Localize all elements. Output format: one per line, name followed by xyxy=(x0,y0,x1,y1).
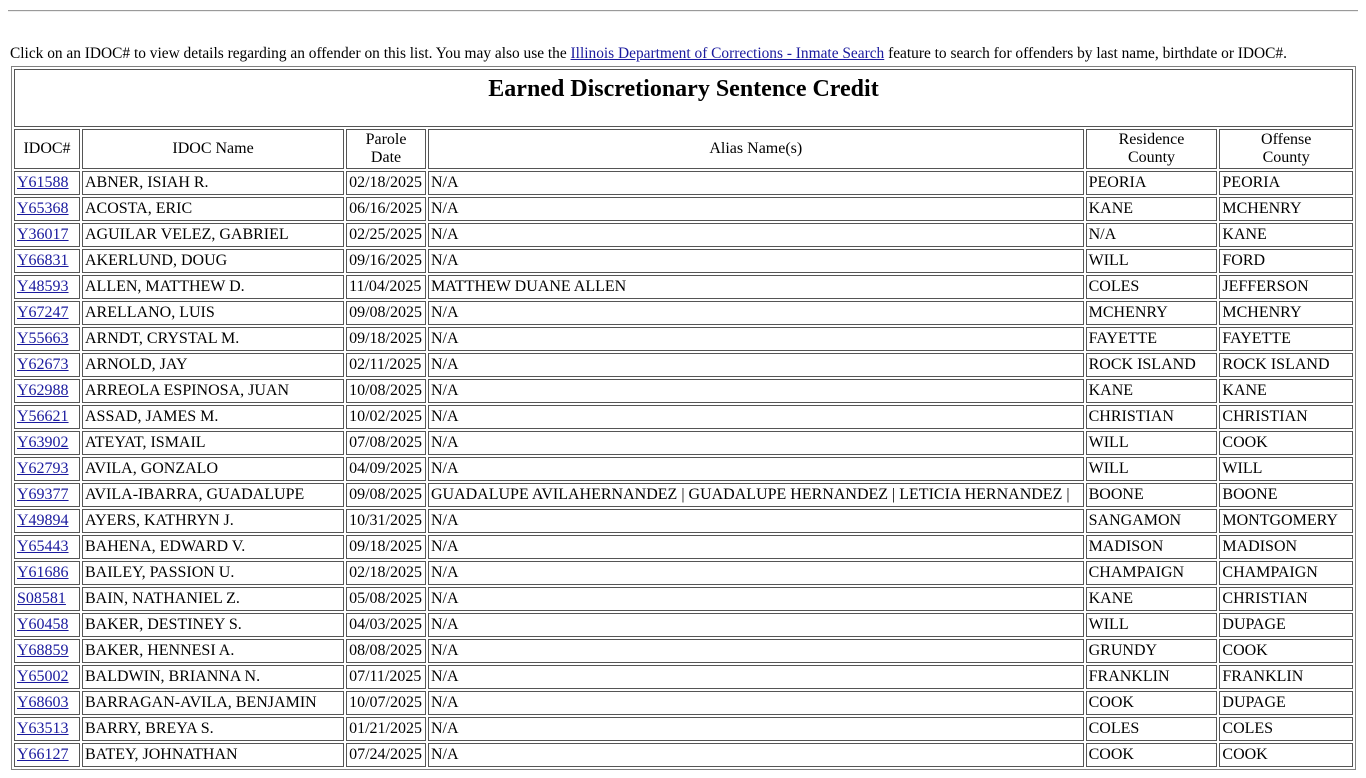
parole-date-cell: 02/25/2025 xyxy=(346,223,426,247)
idoc-cell xyxy=(14,405,80,429)
residence-county-cell: COLES xyxy=(1086,275,1218,299)
idoc-name-cell: BARRAGAN-AVILA, BENJAMIN xyxy=(82,691,344,715)
idoc-link[interactable]: Y49894 xyxy=(17,512,69,529)
inmate-search-link[interactable]: Illinois Department of Corrections - Inmate Search xyxy=(570,45,885,63)
header-offense-line2: County xyxy=(1262,149,1310,166)
idoc-cell xyxy=(14,561,80,585)
alias-names-cell: N/A xyxy=(428,665,1084,689)
header-row xyxy=(14,129,1353,169)
idoc-name-cell: ABNER, ISIAH R. xyxy=(82,171,344,195)
idoc-name-cell: ATEYAT, ISMAIL xyxy=(82,431,344,455)
idoc-cell xyxy=(14,301,80,325)
idoc-name-cell: BAKER, DESTINEY S. xyxy=(82,613,344,637)
alias-names-cell: MATTHEW DUANE ALLEN xyxy=(428,275,1084,299)
table-row xyxy=(14,717,1353,741)
parole-date-cell: 10/07/2025 xyxy=(346,691,426,715)
idoc-link[interactable]: Y69377 xyxy=(17,486,69,503)
offense-county-cell: MCHENRY xyxy=(1219,197,1353,221)
residence-county-cell: BOONE xyxy=(1086,483,1218,507)
idoc-name-cell: ALLEN, MATTHEW D. xyxy=(82,275,344,299)
table-title-cell xyxy=(14,69,1353,127)
table-row xyxy=(14,535,1353,559)
table-row xyxy=(14,197,1353,221)
residence-county-cell: KANE xyxy=(1086,379,1218,403)
header-parole-line2: Date xyxy=(370,149,402,166)
idoc-cell xyxy=(14,353,80,377)
idoc-cell xyxy=(14,483,80,507)
table-row xyxy=(14,639,1353,663)
table-title: Earned Discretionary Sentence Credit xyxy=(488,76,879,102)
table-row xyxy=(14,483,1353,507)
idoc-cell xyxy=(14,223,80,247)
residence-county-cell: PEORIA xyxy=(1086,171,1218,195)
residence-county-cell: COOK xyxy=(1086,743,1218,767)
offense-county-cell: CHAMPAIGN xyxy=(1219,561,1353,585)
idoc-link[interactable]: Y56621 xyxy=(17,408,69,425)
offense-county-cell: FRANKLIN xyxy=(1219,665,1353,689)
offense-county-cell: FORD xyxy=(1219,249,1353,273)
offense-county-cell: WILL xyxy=(1219,457,1353,481)
header-offense-county xyxy=(1219,129,1353,169)
offense-county-cell: PEORIA xyxy=(1219,171,1353,195)
idoc-name-cell: BATEY, JOHNATHAN xyxy=(82,743,344,767)
idoc-cell xyxy=(14,249,80,273)
intro-text-after: feature to search for offenders by last name, birthdate or IDOC#. xyxy=(884,45,1287,63)
alias-names-cell: N/A xyxy=(428,301,1084,325)
offense-county-cell: JEFFERSON xyxy=(1219,275,1353,299)
table-row xyxy=(14,405,1353,429)
idoc-link[interactable]: Y62988 xyxy=(17,382,69,399)
idoc-cell xyxy=(14,587,80,611)
idoc-link[interactable]: Y66831 xyxy=(17,252,69,269)
idoc-cell xyxy=(14,743,80,767)
header-parole-date xyxy=(346,129,426,169)
residence-county-cell: MADISON xyxy=(1086,535,1218,559)
idoc-cell xyxy=(14,639,80,663)
table-row xyxy=(14,561,1353,585)
idoc-name-cell: BALDWIN, BRIANNA N. xyxy=(82,665,344,689)
idoc-name-cell: AGUILAR VELEZ, GABRIEL xyxy=(82,223,344,247)
alias-names-cell: N/A xyxy=(428,197,1084,221)
parole-date-cell: 01/21/2025 xyxy=(346,717,426,741)
header-alias-names: Alias Name(s) xyxy=(428,129,1084,169)
idoc-link[interactable]: Y65002 xyxy=(17,668,69,685)
idoc-link[interactable]: Y65443 xyxy=(17,538,69,555)
idoc-cell xyxy=(14,613,80,637)
table-row xyxy=(14,353,1353,377)
alias-names-cell: N/A xyxy=(428,353,1084,377)
table-row xyxy=(14,327,1353,351)
idoc-link[interactable]: Y67247 xyxy=(17,304,69,321)
table-row xyxy=(14,665,1353,689)
residence-county-cell: WILL xyxy=(1086,457,1218,481)
table-row xyxy=(14,301,1353,325)
header-residence-line1: Residence xyxy=(1118,131,1185,148)
offense-county-cell: COLES xyxy=(1219,717,1353,741)
idoc-link[interactable]: Y68859 xyxy=(17,642,69,659)
idoc-cell xyxy=(14,379,80,403)
idoc-cell xyxy=(14,665,80,689)
offender-table xyxy=(11,66,1356,770)
parole-date-cell: 10/08/2025 xyxy=(346,379,426,403)
residence-county-cell: MCHENRY xyxy=(1086,301,1218,325)
idoc-name-cell: AYERS, KATHRYN J. xyxy=(82,509,344,533)
parole-date-cell: 09/18/2025 xyxy=(346,327,426,351)
alias-names-cell: N/A xyxy=(428,717,1084,741)
idoc-link[interactable]: Y61686 xyxy=(17,564,69,581)
idoc-name-cell: ASSAD, JAMES M. xyxy=(82,405,344,429)
idoc-link[interactable]: Y48593 xyxy=(17,278,69,295)
table-row xyxy=(14,613,1353,637)
idoc-link[interactable]: Y61588 xyxy=(17,174,69,191)
idoc-cell xyxy=(14,431,80,455)
alias-names-cell: N/A xyxy=(428,405,1084,429)
residence-county-cell: FAYETTE xyxy=(1086,327,1218,351)
idoc-cell xyxy=(14,327,80,351)
idoc-link[interactable]: Y68603 xyxy=(17,694,69,711)
idoc-cell xyxy=(14,197,80,221)
idoc-link[interactable]: Y62793 xyxy=(17,460,69,477)
offense-county-cell: BOONE xyxy=(1219,483,1353,507)
idoc-name-cell: ACOSTA, ERIC xyxy=(82,197,344,221)
idoc-name-cell: ARNOLD, JAY xyxy=(82,353,344,377)
alias-names-cell: N/A xyxy=(428,327,1084,351)
alias-names-cell: N/A xyxy=(428,743,1084,767)
alias-names-cell: N/A xyxy=(428,223,1084,247)
idoc-cell xyxy=(14,171,80,195)
table-row xyxy=(14,509,1353,533)
offense-county-cell: DUPAGE xyxy=(1219,691,1353,715)
parole-date-cell: 11/04/2025 xyxy=(346,275,426,299)
parole-date-cell: 04/09/2025 xyxy=(346,457,426,481)
offense-county-cell: FAYETTE xyxy=(1219,327,1353,351)
parole-date-cell: 09/08/2025 xyxy=(346,483,426,507)
parole-date-cell: 08/08/2025 xyxy=(346,639,426,663)
table-row xyxy=(14,275,1353,299)
parole-date-cell: 07/08/2025 xyxy=(346,431,426,455)
parole-date-cell: 07/11/2025 xyxy=(346,665,426,689)
table-row xyxy=(14,379,1353,403)
alias-names-cell: N/A xyxy=(428,431,1084,455)
residence-county-cell: WILL xyxy=(1086,613,1218,637)
alias-names-cell: N/A xyxy=(428,535,1084,559)
idoc-name-cell: BAKER, HENNESI A. xyxy=(82,639,344,663)
offense-county-cell: MADISON xyxy=(1219,535,1353,559)
table-row xyxy=(14,587,1353,611)
header-residence-county xyxy=(1086,129,1218,169)
intro-text-before: Click on an IDOC# to view details regarding an offender on this list. You may also use the xyxy=(10,45,571,63)
alias-names-cell: N/A xyxy=(428,587,1084,611)
idoc-link[interactable]: Y63902 xyxy=(17,434,69,451)
idoc-link[interactable]: Y36017 xyxy=(17,226,69,243)
idoc-link[interactable]: Y55663 xyxy=(17,330,69,347)
idoc-name-cell: BAILEY, PASSION U. xyxy=(82,561,344,585)
header-idoc-name: IDOC Name xyxy=(82,129,344,169)
idoc-cell xyxy=(14,717,80,741)
idoc-name-cell: BAIN, NATHANIEL Z. xyxy=(82,587,344,611)
idoc-cell xyxy=(14,691,80,715)
idoc-name-cell: ARREOLA ESPINOSA, JUAN xyxy=(82,379,344,403)
parole-date-cell: 04/03/2025 xyxy=(346,613,426,637)
alias-names-cell: N/A xyxy=(428,457,1084,481)
header-parole-line1: Parole xyxy=(365,131,407,148)
offense-county-cell: MONTGOMERY xyxy=(1219,509,1353,533)
residence-county-cell: SANGAMON xyxy=(1086,509,1218,533)
table-row xyxy=(14,249,1353,273)
parole-date-cell: 05/08/2025 xyxy=(346,587,426,611)
table-row xyxy=(14,223,1353,247)
alias-names-cell: N/A xyxy=(428,171,1084,195)
idoc-name-cell: BAHENA, EDWARD V. xyxy=(82,535,344,559)
residence-county-cell: WILL xyxy=(1086,249,1218,273)
offense-county-cell: KANE xyxy=(1219,379,1353,403)
offense-county-cell: KANE xyxy=(1219,223,1353,247)
header-offense-line1: Offense xyxy=(1261,131,1312,148)
idoc-link[interactable]: Y62673 xyxy=(17,356,69,373)
residence-county-cell: KANE xyxy=(1086,197,1218,221)
parole-date-cell: 02/18/2025 xyxy=(346,561,426,585)
residence-county-cell: COLES xyxy=(1086,717,1218,741)
offense-county-cell: COOK xyxy=(1219,639,1353,663)
alias-names-cell: N/A xyxy=(428,639,1084,663)
residence-county-cell: FRANKLIN xyxy=(1086,665,1218,689)
horizontal-rule xyxy=(8,10,1358,12)
parole-date-cell: 10/02/2025 xyxy=(346,405,426,429)
parole-date-cell: 02/11/2025 xyxy=(346,353,426,377)
idoc-name-cell: AVILA-IBARRA, GUADALUPE xyxy=(82,483,344,507)
idoc-link[interactable]: Y63513 xyxy=(17,720,69,737)
idoc-cell xyxy=(14,535,80,559)
residence-county-cell: N/A xyxy=(1086,223,1218,247)
idoc-name-cell: ARNDT, CRYSTAL M. xyxy=(82,327,344,351)
residence-county-cell: CHAMPAIGN xyxy=(1086,561,1218,585)
parole-date-cell: 09/08/2025 xyxy=(346,301,426,325)
idoc-name-cell: BARRY, BREYA S. xyxy=(82,717,344,741)
alias-names-cell: N/A xyxy=(428,509,1084,533)
table-row xyxy=(14,431,1353,455)
idoc-link[interactable]: S08581 xyxy=(17,590,66,607)
parole-date-cell: 09/16/2025 xyxy=(346,249,426,273)
offense-county-cell: CHRISTIAN xyxy=(1219,405,1353,429)
alias-names-cell: N/A xyxy=(428,691,1084,715)
alias-names-cell: GUADALUPE AVILAHERNANDEZ | GUADALUPE HERNANDEZ | LETICIA HERNANDEZ | xyxy=(428,483,1084,507)
residence-county-cell: KANE xyxy=(1086,587,1218,611)
idoc-link[interactable]: Y66127 xyxy=(17,746,69,763)
idoc-link[interactable]: Y65368 xyxy=(17,200,69,217)
alias-names-cell: N/A xyxy=(428,561,1084,585)
idoc-cell xyxy=(14,457,80,481)
idoc-name-cell: ARELLANO, LUIS xyxy=(82,301,344,325)
offense-county-cell: MCHENRY xyxy=(1219,301,1353,325)
table-row xyxy=(14,691,1353,715)
parole-date-cell: 09/18/2025 xyxy=(346,535,426,559)
residence-county-cell: ROCK ISLAND xyxy=(1086,353,1218,377)
table-row xyxy=(14,171,1353,195)
parole-date-cell: 07/24/2025 xyxy=(346,743,426,767)
offense-county-cell: COOK xyxy=(1219,743,1353,767)
parole-date-cell: 10/31/2025 xyxy=(346,509,426,533)
header-idoc: IDOC# xyxy=(14,129,80,169)
offense-county-cell: ROCK ISLAND xyxy=(1219,353,1353,377)
idoc-cell xyxy=(14,275,80,299)
residence-county-cell: GRUNDY xyxy=(1086,639,1218,663)
table-row xyxy=(14,457,1353,481)
idoc-link[interactable]: Y60458 xyxy=(17,616,69,633)
header-residence-line2: County xyxy=(1127,149,1176,166)
idoc-name-cell: AKERLUND, DOUG xyxy=(82,249,344,273)
offense-county-cell: CHRISTIAN xyxy=(1219,587,1353,611)
idoc-cell xyxy=(14,509,80,533)
parole-date-cell: 02/18/2025 xyxy=(346,171,426,195)
alias-names-cell: N/A xyxy=(428,379,1084,403)
table-row xyxy=(14,743,1353,767)
intro-paragraph xyxy=(10,45,1287,63)
offense-county-cell: DUPAGE xyxy=(1219,613,1353,637)
idoc-name-cell: AVILA, GONZALO xyxy=(82,457,344,481)
offense-county-cell: COOK xyxy=(1219,431,1353,455)
alias-names-cell: N/A xyxy=(428,613,1084,637)
residence-county-cell: WILL xyxy=(1086,431,1218,455)
alias-names-cell: N/A xyxy=(428,249,1084,273)
residence-county-cell: CHRISTIAN xyxy=(1086,405,1218,429)
parole-date-cell: 06/16/2025 xyxy=(346,197,426,221)
residence-county-cell: COOK xyxy=(1086,691,1218,715)
